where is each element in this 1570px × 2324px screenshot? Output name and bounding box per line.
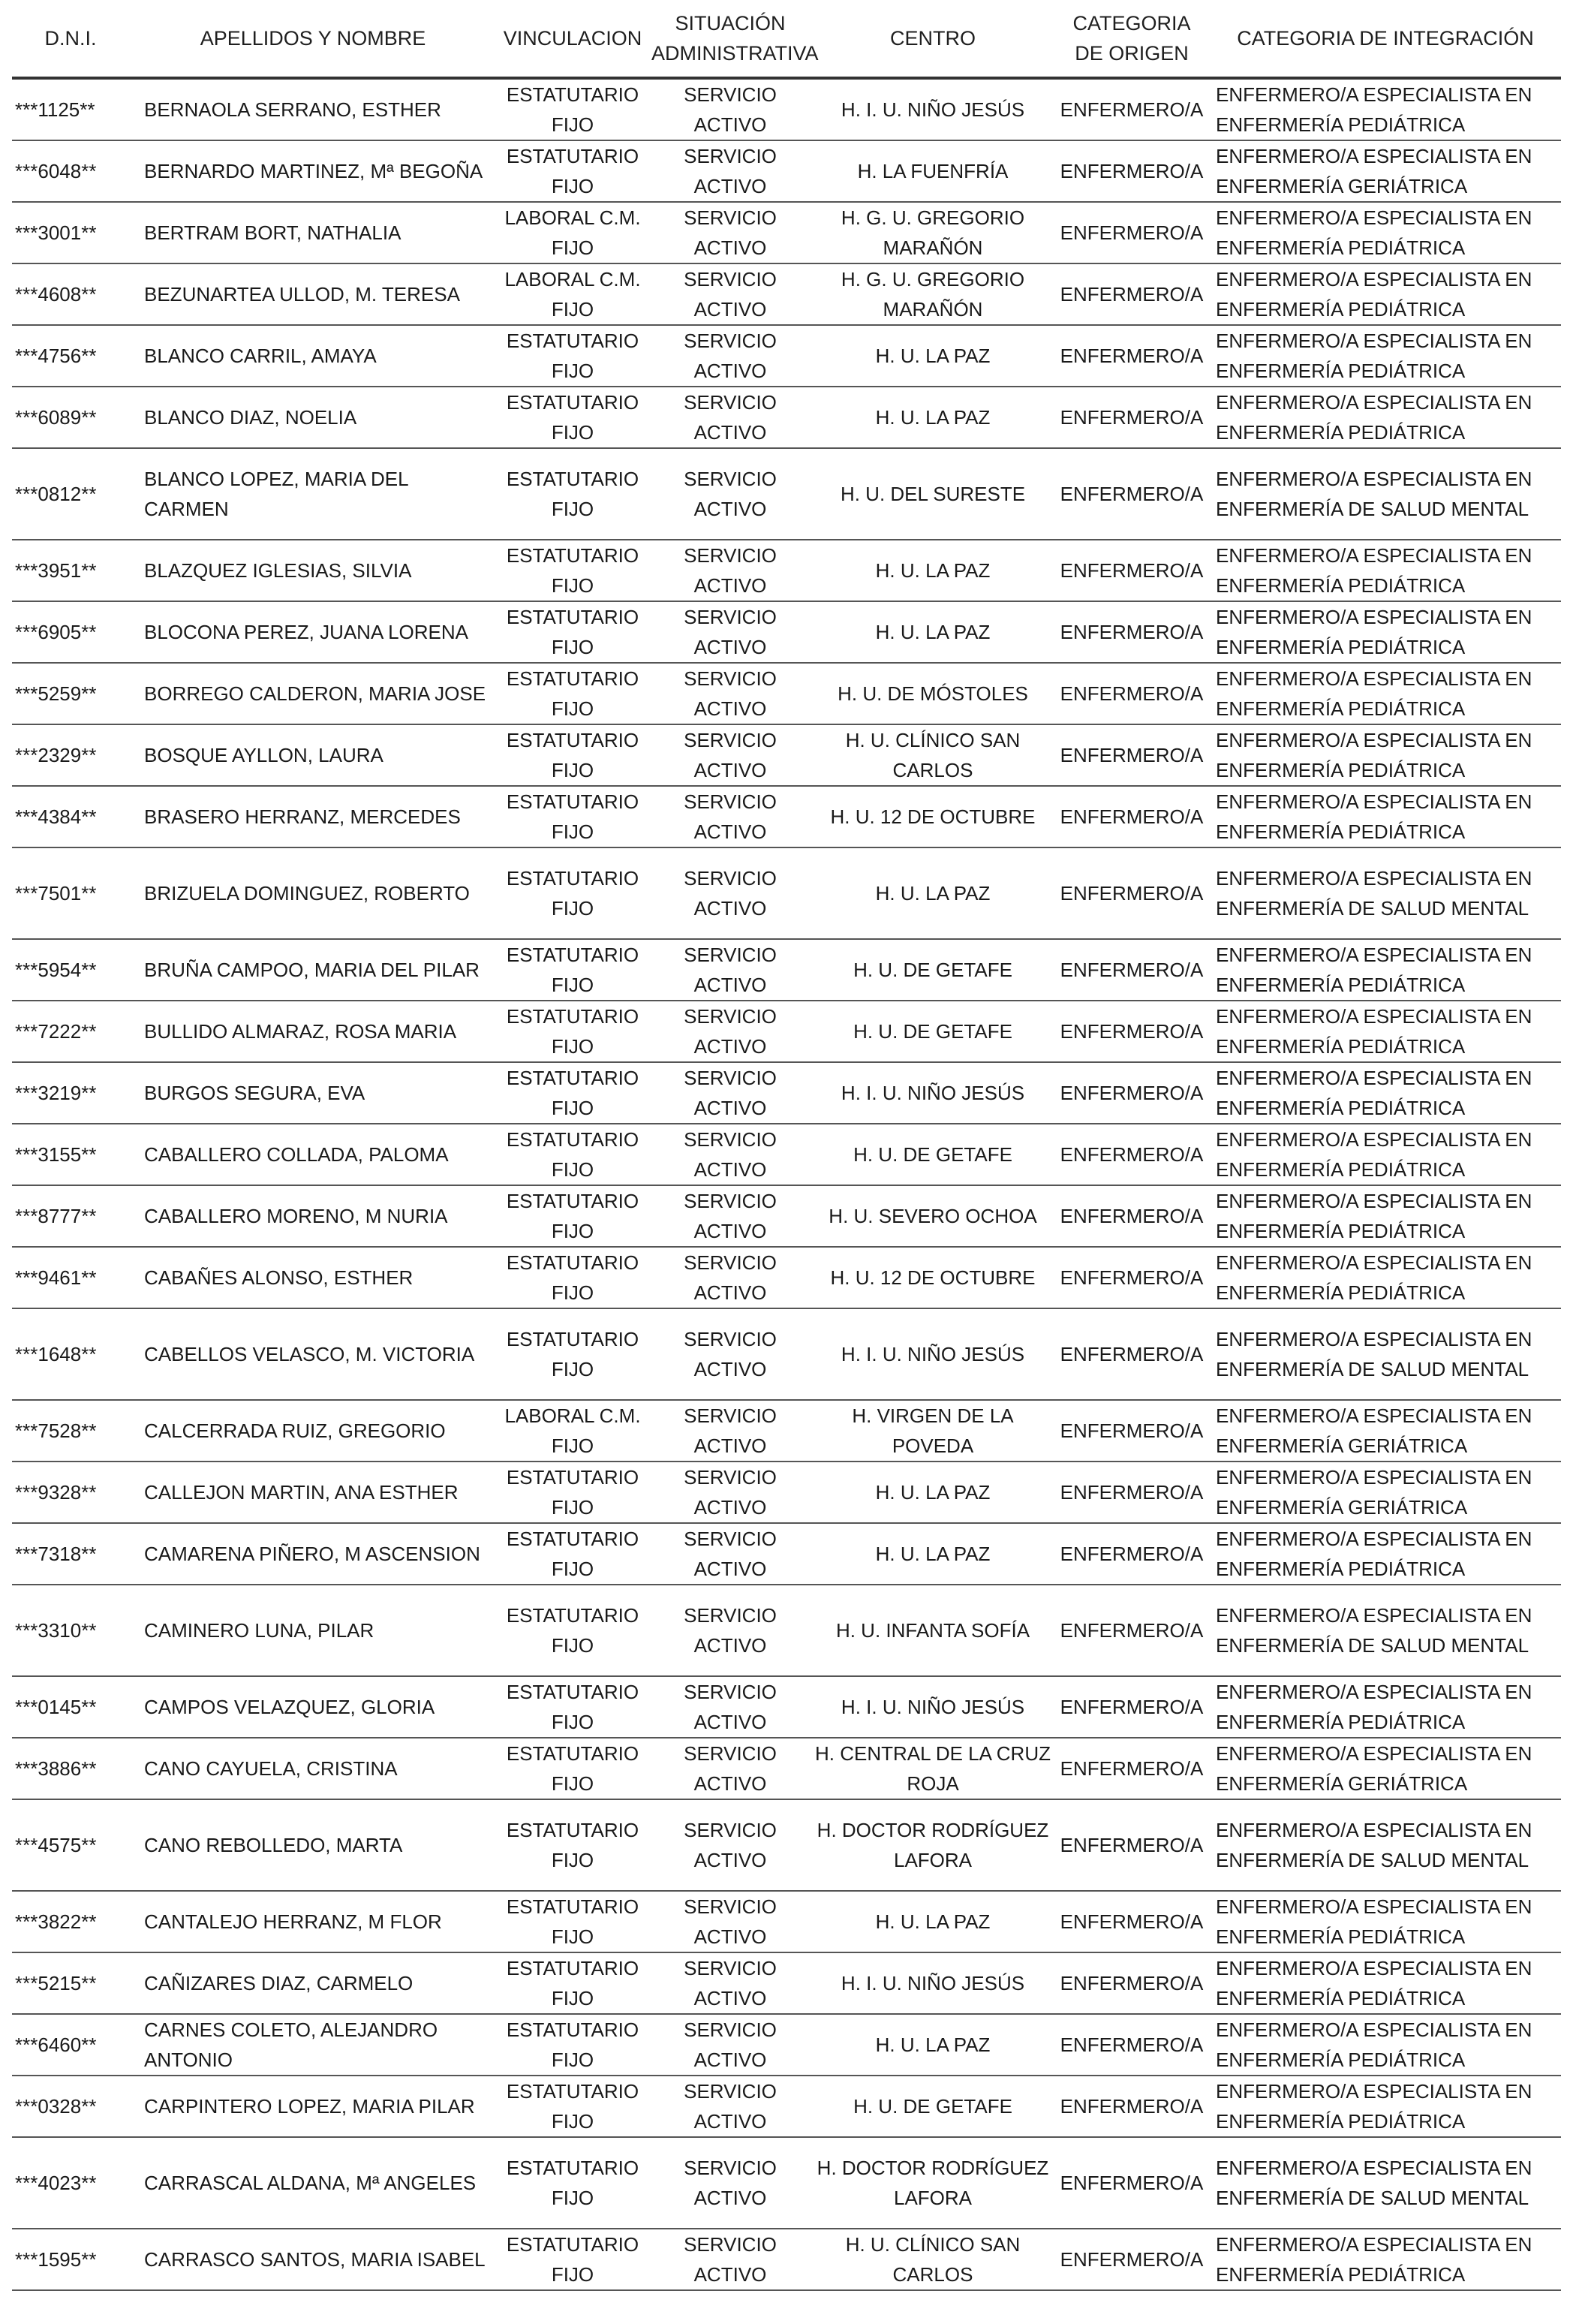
centro-cell: H. U. LA PAZ bbox=[812, 1462, 1054, 1523]
situacion-cell: SERVICIO ACTIVO bbox=[648, 1124, 812, 1185]
vinculacion-cell: ESTATUTARIO FIJO bbox=[497, 2076, 648, 2137]
categoria-integracion-cell: ENFERMERO/A ESPECIALISTA EN ENFERMERÍA DE SALUD MENTAL bbox=[1210, 2137, 1561, 2229]
dni-cell: ***6905** bbox=[12, 601, 129, 663]
table-row bbox=[12, 2229, 1561, 2290]
categoria-origen-cell: ENFERMERO/A bbox=[1054, 1891, 1210, 1952]
table-row bbox=[12, 448, 1561, 540]
dni-cell: ***3219** bbox=[12, 1062, 129, 1124]
centro-cell: H. I. U. NIÑO JESÚS bbox=[812, 1062, 1054, 1124]
situacion-cell: SERVICIO ACTIVO bbox=[648, 263, 812, 325]
centro-cell: H. U. DE GETAFE bbox=[812, 939, 1054, 1001]
categoria-origen-cell: ENFERMERO/A bbox=[1054, 1585, 1210, 1676]
dni-cell: ***3951** bbox=[12, 540, 129, 601]
situacion-cell: SERVICIO ACTIVO bbox=[648, 1585, 812, 1676]
centro-cell: H. U. SEVERO OCHOA bbox=[812, 1185, 1054, 1247]
dni-cell: ***0812** bbox=[12, 448, 129, 540]
name-cell: BRIZUELA DOMINGUEZ, ROBERTO bbox=[129, 847, 497, 939]
categoria-integracion-cell: ENFERMERO/A ESPECIALISTA EN ENFERMERÍA PEDIÁTRICA bbox=[1210, 2014, 1561, 2076]
name-cell: BRUÑA CAMPOO, MARIA DEL PILAR bbox=[129, 939, 497, 1001]
categoria-origen-cell: ENFERMERO/A bbox=[1054, 78, 1210, 140]
categoria-origen-cell: ENFERMERO/A bbox=[1054, 1400, 1210, 1462]
vinculacion-cell: ESTATUTARIO FIJO bbox=[497, 448, 648, 540]
centro-cell: H. U. CLÍNICO SAN CARLOS bbox=[812, 724, 1054, 786]
categoria-integracion-cell: ENFERMERO/A ESPECIALISTA EN ENFERMERÍA PEDIÁTRICA bbox=[1210, 1523, 1561, 1585]
dni-cell: ***3886** bbox=[12, 1738, 129, 1799]
categoria-origen-cell: ENFERMERO/A bbox=[1054, 1738, 1210, 1799]
categoria-origen-cell: ENFERMERO/A bbox=[1054, 202, 1210, 263]
dni-cell: ***6460** bbox=[12, 2014, 129, 2076]
name-cell: CAMINERO LUNA, PILAR bbox=[129, 1585, 497, 1676]
vinculacion-cell: ESTATUTARIO FIJO bbox=[497, 601, 648, 663]
categoria-integracion-cell: ENFERMERO/A ESPECIALISTA EN ENFERMERÍA GERIÁTRICA bbox=[1210, 140, 1561, 202]
table-row bbox=[12, 601, 1561, 663]
table-row bbox=[12, 1400, 1561, 1462]
categoria-integracion-cell: ENFERMERO/A ESPECIALISTA EN ENFERMERÍA DE SALUD MENTAL bbox=[1210, 1585, 1561, 1676]
centro-cell: H. U. LA PAZ bbox=[812, 387, 1054, 448]
centro-cell: H. U. LA PAZ bbox=[812, 2014, 1054, 2076]
header-dni: D.N.I. bbox=[12, 0, 129, 78]
categoria-integracion-cell: ENFERMERO/A ESPECIALISTA EN ENFERMERÍA PEDIÁTRICA bbox=[1210, 1952, 1561, 2014]
categoria-integracion-cell: ENFERMERO/A ESPECIALISTA EN ENFERMERÍA PEDIÁTRICA bbox=[1210, 1891, 1561, 1952]
categoria-integracion-cell: ENFERMERO/A ESPECIALISTA EN ENFERMERÍA PEDIÁTRICA bbox=[1210, 2229, 1561, 2290]
situacion-cell: SERVICIO ACTIVO bbox=[648, 1676, 812, 1738]
vinculacion-cell: ESTATUTARIO FIJO bbox=[497, 1308, 648, 1400]
categoria-origen-cell: ENFERMERO/A bbox=[1054, 325, 1210, 387]
centro-cell: H. U. DEL SURESTE bbox=[812, 448, 1054, 540]
header-situacion: SITUACIÓN ADMINISTRATIVA bbox=[648, 0, 812, 78]
centro-cell: H. DOCTOR RODRÍGUEZ LAFORA bbox=[812, 1799, 1054, 1891]
situacion-cell: SERVICIO ACTIVO bbox=[648, 325, 812, 387]
vinculacion-cell: ESTATUTARIO FIJO bbox=[497, 1185, 648, 1247]
categoria-integracion-cell: ENFERMERO/A ESPECIALISTA EN ENFERMERÍA PEDIÁTRICA bbox=[1210, 540, 1561, 601]
vinculacion-cell: ESTATUTARIO FIJO bbox=[497, 2014, 648, 2076]
centro-cell: H. U. DE MÓSTOLES bbox=[812, 663, 1054, 724]
centro-cell: H. VIRGEN DE LA POVEDA bbox=[812, 1400, 1054, 1462]
situacion-cell: SERVICIO ACTIVO bbox=[648, 78, 812, 140]
centro-cell: H. U. DE GETAFE bbox=[812, 2076, 1054, 2137]
dni-cell: ***3310** bbox=[12, 1585, 129, 1676]
name-cell: BERNAOLA SERRANO, ESTHER bbox=[129, 78, 497, 140]
vinculacion-cell: ESTATUTARIO FIJO bbox=[497, 847, 648, 939]
categoria-origen-cell: ENFERMERO/A bbox=[1054, 387, 1210, 448]
name-cell: BURGOS SEGURA, EVA bbox=[129, 1062, 497, 1124]
name-cell: BERNARDO MARTINEZ, Mª BEGOÑA bbox=[129, 140, 497, 202]
dni-cell: ***5215** bbox=[12, 1952, 129, 2014]
name-cell: BLANCO LOPEZ, MARIA DEL CARMEN bbox=[129, 448, 497, 540]
name-cell: BLANCO DIAZ, NOELIA bbox=[129, 387, 497, 448]
categoria-integracion-cell: ENFERMERO/A ESPECIALISTA EN ENFERMERÍA DE SALUD MENTAL bbox=[1210, 1799, 1561, 1891]
categoria-origen-cell: ENFERMERO/A bbox=[1054, 2014, 1210, 2076]
table-row bbox=[12, 540, 1561, 601]
vinculacion-cell: ESTATUTARIO FIJO bbox=[497, 1952, 648, 2014]
name-cell: CAÑIZARES DIAZ, CARMELO bbox=[129, 1952, 497, 2014]
dni-cell: ***6048** bbox=[12, 140, 129, 202]
categoria-origen-cell: ENFERMERO/A bbox=[1054, 1062, 1210, 1124]
dni-cell: ***0145** bbox=[12, 1676, 129, 1738]
centro-cell: H. I. U. NIÑO JESÚS bbox=[812, 78, 1054, 140]
name-cell: CABAÑES ALONSO, ESTHER bbox=[129, 1247, 497, 1308]
situacion-cell: SERVICIO ACTIVO bbox=[648, 387, 812, 448]
vinculacion-cell: LABORAL C.M. FIJO bbox=[497, 202, 648, 263]
categoria-origen-cell: ENFERMERO/A bbox=[1054, 2076, 1210, 2137]
situacion-cell: SERVICIO ACTIVO bbox=[648, 1001, 812, 1062]
vinculacion-cell: LABORAL C.M. FIJO bbox=[497, 1400, 648, 1462]
dni-cell: ***1648** bbox=[12, 1308, 129, 1400]
categoria-integracion-cell: ENFERMERO/A ESPECIALISTA EN ENFERMERÍA GERIÁTRICA bbox=[1210, 1738, 1561, 1799]
name-cell: BRASERO HERRANZ, MERCEDES bbox=[129, 786, 497, 847]
name-cell: CALCERRADA RUIZ, GREGORIO bbox=[129, 1400, 497, 1462]
situacion-cell: SERVICIO ACTIVO bbox=[648, 1247, 812, 1308]
listing-sheet bbox=[12, 0, 1561, 2291]
vinculacion-cell: ESTATUTARIO FIJO bbox=[497, 1124, 648, 1185]
name-cell: CANO CAYUELA, CRISTINA bbox=[129, 1738, 497, 1799]
table-row bbox=[12, 1124, 1561, 1185]
situacion-cell: SERVICIO ACTIVO bbox=[648, 2229, 812, 2290]
dni-cell: ***4756** bbox=[12, 325, 129, 387]
table-row bbox=[12, 1062, 1561, 1124]
dni-cell: ***9461** bbox=[12, 1247, 129, 1308]
table-header bbox=[12, 0, 1561, 78]
categoria-integracion-cell: ENFERMERO/A ESPECIALISTA EN ENFERMERÍA PEDIÁTRICA bbox=[1210, 1676, 1561, 1738]
centro-cell: H. U. INFANTA SOFÍA bbox=[812, 1585, 1054, 1676]
categoria-integracion-cell: ENFERMERO/A ESPECIALISTA EN ENFERMERÍA PEDIÁTRICA bbox=[1210, 601, 1561, 663]
name-cell: BOSQUE AYLLON, LAURA bbox=[129, 724, 497, 786]
dni-cell: ***4608** bbox=[12, 263, 129, 325]
situacion-cell: SERVICIO ACTIVO bbox=[648, 1185, 812, 1247]
categoria-integracion-cell: ENFERMERO/A ESPECIALISTA EN ENFERMERÍA PEDIÁTRICA bbox=[1210, 263, 1561, 325]
categoria-integracion-cell: ENFERMERO/A ESPECIALISTA EN ENFERMERÍA DE SALUD MENTAL bbox=[1210, 1308, 1561, 1400]
table-row bbox=[12, 1001, 1561, 1062]
table-body bbox=[12, 78, 1561, 2290]
table-row bbox=[12, 1585, 1561, 1676]
categoria-integracion-cell: ENFERMERO/A ESPECIALISTA EN ENFERMERÍA PEDIÁTRICA bbox=[1210, 1062, 1561, 1124]
header-categoria-origen: CATEGORIA DE ORIGEN bbox=[1054, 0, 1210, 78]
dni-cell: ***5259** bbox=[12, 663, 129, 724]
categoria-origen-cell: ENFERMERO/A bbox=[1054, 1247, 1210, 1308]
categoria-integracion-cell: ENFERMERO/A ESPECIALISTA EN ENFERMERÍA DE SALUD MENTAL bbox=[1210, 847, 1561, 939]
situacion-cell: SERVICIO ACTIVO bbox=[648, 939, 812, 1001]
categoria-origen-cell: ENFERMERO/A bbox=[1054, 448, 1210, 540]
vinculacion-cell: ESTATUTARIO FIJO bbox=[497, 663, 648, 724]
table-row bbox=[12, 663, 1561, 724]
name-cell: BERTRAM BORT, NATHALIA bbox=[129, 202, 497, 263]
situacion-cell: SERVICIO ACTIVO bbox=[648, 140, 812, 202]
centro-cell: H. U. LA PAZ bbox=[812, 540, 1054, 601]
vinculacion-cell: ESTATUTARIO FIJO bbox=[497, 1891, 648, 1952]
vinculacion-cell: ESTATUTARIO FIJO bbox=[497, 1676, 648, 1738]
centro-cell: H. U. CLÍNICO SAN CARLOS bbox=[812, 2229, 1054, 2290]
vinculacion-cell: ESTATUTARIO FIJO bbox=[497, 1462, 648, 1523]
name-cell: CARNES COLETO, ALEJANDRO ANTONIO bbox=[129, 2014, 497, 2076]
situacion-cell: SERVICIO ACTIVO bbox=[648, 1062, 812, 1124]
centro-cell: H. U. LA PAZ bbox=[812, 847, 1054, 939]
vinculacion-cell: ESTATUTARIO FIJO bbox=[497, 786, 648, 847]
categoria-origen-cell: ENFERMERO/A bbox=[1054, 1676, 1210, 1738]
categoria-integracion-cell: ENFERMERO/A ESPECIALISTA EN ENFERMERÍA PEDIÁTRICA bbox=[1210, 78, 1561, 140]
table-row bbox=[12, 724, 1561, 786]
vinculacion-cell: ESTATUTARIO FIJO bbox=[497, 78, 648, 140]
table-row bbox=[12, 325, 1561, 387]
situacion-cell: SERVICIO ACTIVO bbox=[648, 1891, 812, 1952]
situacion-cell: SERVICIO ACTIVO bbox=[648, 1738, 812, 1799]
table-row bbox=[12, 202, 1561, 263]
table-row bbox=[12, 1523, 1561, 1585]
situacion-cell: SERVICIO ACTIVO bbox=[648, 663, 812, 724]
situacion-cell: SERVICIO ACTIVO bbox=[648, 2014, 812, 2076]
categoria-origen-cell: ENFERMERO/A bbox=[1054, 1308, 1210, 1400]
name-cell: CAMARENA PIÑERO, M ASCENSION bbox=[129, 1523, 497, 1585]
categoria-origen-cell: ENFERMERO/A bbox=[1054, 663, 1210, 724]
categoria-integracion-cell: ENFERMERO/A ESPECIALISTA EN ENFERMERÍA PEDIÁTRICA bbox=[1210, 1001, 1561, 1062]
table-row bbox=[12, 786, 1561, 847]
table-row bbox=[12, 2014, 1561, 2076]
situacion-cell: SERVICIO ACTIVO bbox=[648, 601, 812, 663]
centro-cell: H. LA FUENFRÍA bbox=[812, 140, 1054, 202]
dni-cell: ***3155** bbox=[12, 1124, 129, 1185]
header-centro: CENTRO bbox=[812, 0, 1054, 78]
name-cell: CANO REBOLLEDO, MARTA bbox=[129, 1799, 497, 1891]
name-cell: CABELLOS VELASCO, M. VICTORIA bbox=[129, 1308, 497, 1400]
situacion-cell: SERVICIO ACTIVO bbox=[648, 202, 812, 263]
table-row bbox=[12, 1891, 1561, 1952]
categoria-integracion-cell: ENFERMERO/A ESPECIALISTA EN ENFERMERÍA PEDIÁTRICA bbox=[1210, 1185, 1561, 1247]
dni-cell: ***0328** bbox=[12, 2076, 129, 2137]
categoria-integracion-cell: ENFERMERO/A ESPECIALISTA EN ENFERMERÍA PEDIÁTRICA bbox=[1210, 939, 1561, 1001]
centro-cell: H. I. U. NIÑO JESÚS bbox=[812, 1308, 1054, 1400]
categoria-origen-cell: ENFERMERO/A bbox=[1054, 1952, 1210, 2014]
dni-cell: ***3822** bbox=[12, 1891, 129, 1952]
vinculacion-cell: LABORAL C.M. FIJO bbox=[497, 263, 648, 325]
centro-cell: H. U. DE GETAFE bbox=[812, 1124, 1054, 1185]
header-row bbox=[12, 0, 1561, 78]
dni-cell: ***4023** bbox=[12, 2137, 129, 2229]
categoria-integracion-cell: ENFERMERO/A ESPECIALISTA EN ENFERMERÍA PEDIÁTRICA bbox=[1210, 724, 1561, 786]
categoria-integracion-cell: ENFERMERO/A ESPECIALISTA EN ENFERMERÍA GERIÁTRICA bbox=[1210, 1462, 1561, 1523]
table-row bbox=[12, 847, 1561, 939]
categoria-origen-cell: ENFERMERO/A bbox=[1054, 847, 1210, 939]
dni-cell: ***7501** bbox=[12, 847, 129, 939]
centro-cell: H. I. U. NIÑO JESÚS bbox=[812, 1676, 1054, 1738]
centro-cell: H. U. LA PAZ bbox=[812, 325, 1054, 387]
categoria-integracion-cell: ENFERMERO/A ESPECIALISTA EN ENFERMERÍA PEDIÁTRICA bbox=[1210, 387, 1561, 448]
table-row bbox=[12, 1676, 1561, 1738]
table-row bbox=[12, 2076, 1561, 2137]
name-cell: CANTALEJO HERRANZ, M FLOR bbox=[129, 1891, 497, 1952]
situacion-cell: SERVICIO ACTIVO bbox=[648, 2137, 812, 2229]
categoria-integracion-cell: ENFERMERO/A ESPECIALISTA EN ENFERMERÍA PEDIÁTRICA bbox=[1210, 325, 1561, 387]
name-cell: BLAZQUEZ IGLESIAS, SILVIA bbox=[129, 540, 497, 601]
table-row bbox=[12, 387, 1561, 448]
centro-cell: H. U. 12 DE OCTUBRE bbox=[812, 1247, 1054, 1308]
categoria-origen-cell: ENFERMERO/A bbox=[1054, 601, 1210, 663]
vinculacion-cell: ESTATUTARIO FIJO bbox=[497, 724, 648, 786]
categoria-origen-cell: ENFERMERO/A bbox=[1054, 1523, 1210, 1585]
dni-cell: ***2329** bbox=[12, 724, 129, 786]
centro-cell: H. G. U. GREGORIO MARAÑÓN bbox=[812, 263, 1054, 325]
categoria-origen-cell: ENFERMERO/A bbox=[1054, 1001, 1210, 1062]
categoria-origen-cell: ENFERMERO/A bbox=[1054, 1462, 1210, 1523]
situacion-cell: SERVICIO ACTIVO bbox=[648, 1952, 812, 2014]
dni-cell: ***7318** bbox=[12, 1523, 129, 1585]
personnel-table bbox=[12, 0, 1561, 2291]
table-row bbox=[12, 1799, 1561, 1891]
header-categoria-integracion: CATEGORIA DE INTEGRACIÓN bbox=[1210, 0, 1561, 78]
table-row bbox=[12, 1247, 1561, 1308]
centro-cell: H. U. LA PAZ bbox=[812, 1891, 1054, 1952]
name-cell: BLOCONA PEREZ, JUANA LORENA bbox=[129, 601, 497, 663]
table-row bbox=[12, 78, 1561, 140]
vinculacion-cell: ESTATUTARIO FIJO bbox=[497, 140, 648, 202]
categoria-integracion-cell: ENFERMERO/A ESPECIALISTA EN ENFERMERÍA GERIÁTRICA bbox=[1210, 1400, 1561, 1462]
name-cell: BULLIDO ALMARAZ, ROSA MARIA bbox=[129, 1001, 497, 1062]
table-row bbox=[12, 1462, 1561, 1523]
vinculacion-cell: ESTATUTARIO FIJO bbox=[497, 1585, 648, 1676]
centro-cell: H. G. U. GREGORIO MARAÑÓN bbox=[812, 202, 1054, 263]
situacion-cell: SERVICIO ACTIVO bbox=[648, 448, 812, 540]
vinculacion-cell: ESTATUTARIO FIJO bbox=[497, 939, 648, 1001]
dni-cell: ***4575** bbox=[12, 1799, 129, 1891]
dni-cell: ***3001** bbox=[12, 202, 129, 263]
table-row bbox=[12, 1185, 1561, 1247]
vinculacion-cell: ESTATUTARIO FIJO bbox=[497, 325, 648, 387]
vinculacion-cell: ESTATUTARIO FIJO bbox=[497, 2137, 648, 2229]
dni-cell: ***6089** bbox=[12, 387, 129, 448]
situacion-cell: SERVICIO ACTIVO bbox=[648, 2076, 812, 2137]
categoria-integracion-cell: ENFERMERO/A ESPECIALISTA EN ENFERMERÍA PEDIÁTRICA bbox=[1210, 786, 1561, 847]
vinculacion-cell: ESTATUTARIO FIJO bbox=[497, 540, 648, 601]
centro-cell: H. U. LA PAZ bbox=[812, 1523, 1054, 1585]
name-cell: CARPINTERO LOPEZ, MARIA PILAR bbox=[129, 2076, 497, 2137]
dni-cell: ***8777** bbox=[12, 1185, 129, 1247]
name-cell: CARRASCAL ALDANA, Mª ANGELES bbox=[129, 2137, 497, 2229]
categoria-integracion-cell: ENFERMERO/A ESPECIALISTA EN ENFERMERÍA PEDIÁTRICA bbox=[1210, 663, 1561, 724]
situacion-cell: SERVICIO ACTIVO bbox=[648, 724, 812, 786]
categoria-origen-cell: ENFERMERO/A bbox=[1054, 140, 1210, 202]
categoria-origen-cell: ENFERMERO/A bbox=[1054, 2229, 1210, 2290]
categoria-origen-cell: ENFERMERO/A bbox=[1054, 540, 1210, 601]
centro-cell: H. U. DE GETAFE bbox=[812, 1001, 1054, 1062]
name-cell: BEZUNARTEA ULLOD, M. TERESA bbox=[129, 263, 497, 325]
centro-cell: H. I. U. NIÑO JESÚS bbox=[812, 1952, 1054, 2014]
situacion-cell: SERVICIO ACTIVO bbox=[648, 786, 812, 847]
categoria-origen-cell: ENFERMERO/A bbox=[1054, 1185, 1210, 1247]
situacion-cell: SERVICIO ACTIVO bbox=[648, 1462, 812, 1523]
name-cell: CAMPOS VELAZQUEZ, GLORIA bbox=[129, 1676, 497, 1738]
name-cell: BLANCO CARRIL, AMAYA bbox=[129, 325, 497, 387]
table-row bbox=[12, 1308, 1561, 1400]
name-cell: CALLEJON MARTIN, ANA ESTHER bbox=[129, 1462, 497, 1523]
header-vinculacion: VINCULACION bbox=[497, 0, 648, 78]
categoria-origen-cell: ENFERMERO/A bbox=[1054, 786, 1210, 847]
name-cell: BORREGO CALDERON, MARIA JOSE bbox=[129, 663, 497, 724]
situacion-cell: SERVICIO ACTIVO bbox=[648, 1523, 812, 1585]
categoria-origen-cell: ENFERMERO/A bbox=[1054, 263, 1210, 325]
categoria-integracion-cell: ENFERMERO/A ESPECIALISTA EN ENFERMERÍA DE SALUD MENTAL bbox=[1210, 448, 1561, 540]
categoria-origen-cell: ENFERMERO/A bbox=[1054, 1799, 1210, 1891]
centro-cell: H. DOCTOR RODRÍGUEZ LAFORA bbox=[812, 2137, 1054, 2229]
categoria-integracion-cell: ENFERMERO/A ESPECIALISTA EN ENFERMERÍA PEDIÁTRICA bbox=[1210, 2076, 1561, 2137]
table-row bbox=[12, 2137, 1561, 2229]
name-cell: CARRASCO SANTOS, MARIA ISABEL bbox=[129, 2229, 497, 2290]
vinculacion-cell: ESTATUTARIO FIJO bbox=[497, 1001, 648, 1062]
vinculacion-cell: ESTATUTARIO FIJO bbox=[497, 1247, 648, 1308]
dni-cell: ***7222** bbox=[12, 1001, 129, 1062]
dni-cell: ***1595** bbox=[12, 2229, 129, 2290]
situacion-cell: SERVICIO ACTIVO bbox=[648, 540, 812, 601]
table-row bbox=[12, 939, 1561, 1001]
header-name: APELLIDOS Y NOMBRE bbox=[129, 0, 497, 78]
categoria-integracion-cell: ENFERMERO/A ESPECIALISTA EN ENFERMERÍA PEDIÁTRICA bbox=[1210, 1124, 1561, 1185]
table-row bbox=[12, 1952, 1561, 2014]
dni-cell: ***7528** bbox=[12, 1400, 129, 1462]
vinculacion-cell: ESTATUTARIO FIJO bbox=[497, 1738, 648, 1799]
categoria-origen-cell: ENFERMERO/A bbox=[1054, 2137, 1210, 2229]
categoria-origen-cell: ENFERMERO/A bbox=[1054, 939, 1210, 1001]
centro-cell: H. U. 12 DE OCTUBRE bbox=[812, 786, 1054, 847]
vinculacion-cell: ESTATUTARIO FIJO bbox=[497, 387, 648, 448]
dni-cell: ***4384** bbox=[12, 786, 129, 847]
vinculacion-cell: ESTATUTARIO FIJO bbox=[497, 1799, 648, 1891]
vinculacion-cell: ESTATUTARIO FIJO bbox=[497, 1062, 648, 1124]
table-row bbox=[12, 1738, 1561, 1799]
situacion-cell: SERVICIO ACTIVO bbox=[648, 1400, 812, 1462]
situacion-cell: SERVICIO ACTIVO bbox=[648, 1308, 812, 1400]
vinculacion-cell: ESTATUTARIO FIJO bbox=[497, 2229, 648, 2290]
categoria-origen-cell: ENFERMERO/A bbox=[1054, 1124, 1210, 1185]
dni-cell: ***5954** bbox=[12, 939, 129, 1001]
name-cell: CABALLERO MORENO, M NURIA bbox=[129, 1185, 497, 1247]
situacion-cell: SERVICIO ACTIVO bbox=[648, 1799, 812, 1891]
categoria-origen-cell: ENFERMERO/A bbox=[1054, 724, 1210, 786]
centro-cell: H. U. LA PAZ bbox=[812, 601, 1054, 663]
vinculacion-cell: ESTATUTARIO FIJO bbox=[497, 1523, 648, 1585]
table-row bbox=[12, 263, 1561, 325]
categoria-integracion-cell: ENFERMERO/A ESPECIALISTA EN ENFERMERÍA PEDIÁTRICA bbox=[1210, 1247, 1561, 1308]
dni-cell: ***9328** bbox=[12, 1462, 129, 1523]
table-row bbox=[12, 140, 1561, 202]
categoria-integracion-cell: ENFERMERO/A ESPECIALISTA EN ENFERMERÍA PEDIÁTRICA bbox=[1210, 202, 1561, 263]
name-cell: CABALLERO COLLADA, PALOMA bbox=[129, 1124, 497, 1185]
dni-cell: ***1125** bbox=[12, 78, 129, 140]
centro-cell: H. CENTRAL DE LA CRUZ ROJA bbox=[812, 1738, 1054, 1799]
situacion-cell: SERVICIO ACTIVO bbox=[648, 847, 812, 939]
